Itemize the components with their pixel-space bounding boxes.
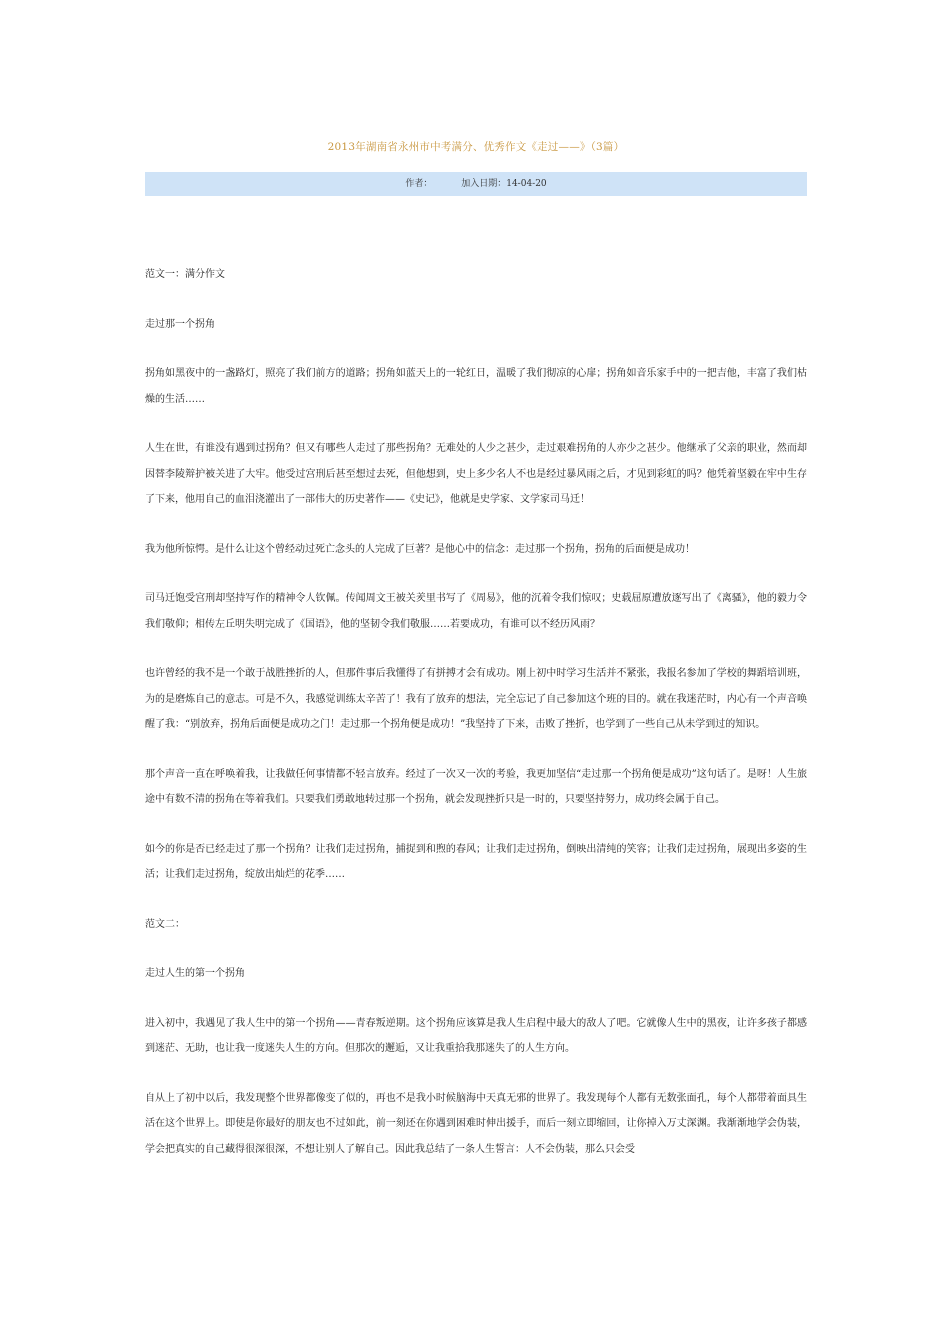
- paragraph: 也许曾经的我不是一个敢于战胜挫折的人，但那件事后我懂得了有拼搏才会有成功。刚上初中时学习生活并不紧张，我报名参加了学校的舞蹈培训班，为的是磨炼自己的意志。可是不久，我感觉训练太辛苦了！我有了放弃的想法，完全忘记了自己参加这个班的目的。就在我迷茫时，内心有一个声音唤醒了我：“别放弃，拐角后面便是成功之门！走过那一个拐角便是成功！”我坚持了下来，击败了挫折，也学到了一些自己从未学到过的知识。: [145, 668, 807, 730]
- article-meta-bar: [145, 172, 807, 196]
- section-heading-2: 范文二：: [145, 918, 185, 930]
- date-label: 加入日期：14-04-20: [461, 179, 547, 189]
- essay-title-1: 走过那一个拐角: [145, 318, 215, 330]
- paragraph: 我为他所惊愕。是什么让这个曾经动过死亡念头的人完成了巨著？是他心中的信念：走过那一个拐角，拐角的后面便是成功！: [145, 543, 695, 555]
- paragraph: 如今的你是否已经走过了那一个拐角？让我们走过拐角，捕捉到和煦的春风；让我们走过拐角，倒映出清纯的笑容；让我们走过拐角，展现出多姿的生活；让我们走过拐角，绽放出灿烂的花季……: [145, 843, 807, 880]
- paragraph: 那个声音一直在呼唤着我，让我做任何事情都不轻言放弃。经过了一次又一次的考验，我更加坚信“走过那一个拐角便是成功”这句话了。是呀！人生旅途中有数不清的拐角在等着我们。只要我们勇敢地转过那一个拐角，就会发现挫折只是一时的，只要坚持努力，成功终会属于自己。: [145, 768, 807, 805]
- paragraph: 司马迁饱受宫刑却坚持写作的精神令人钦佩。传闻周文王被关羑里书写了《周易》，他的沉着令我们惊叹；史载屈原遭放逐写出了《离骚》，他的毅力令我们敬仰；相传左丘明失明完成了《国语》，他的坚韧令我们敬服……若要成功，有谁可以不经历风雨？: [145, 593, 807, 630]
- article-title: 2013年湖南省永州市中考满分、优秀作文《走过——》（3篇）: [327, 141, 625, 153]
- paragraph: 人生在世，有谁没有遇到过拐角？但又有哪些人走过了那些拐角？无难处的人少之甚少，走过艰难拐角的人亦少之甚少。他继承了父亲的职业，然而却因替李陵辩护被关进了大牢。他受过宫刑后甚至想过去死，但他想到，史上多少名人不也是经过暴风雨之后，才见到彩虹的吗？他凭着坚毅在牢中生存了下来，他用自己的血泪浇灌出了一部伟大的历史著作——《史记》，他就是史学家、文学家司马迁！: [145, 443, 807, 505]
- essay-title-2: 走过人生的第一个拐角: [145, 968, 245, 979]
- author-label: 作者：: [405, 179, 433, 189]
- paragraph: 拐角如黑夜中的一盏路灯，照亮了我们前方的道路；拐角如蓝天上的一轮红日，温暖了我们彻凉的心扉；拐角如音乐家手中的一把吉他，丰富了我们枯燥的生活……: [145, 368, 807, 405]
- section-heading-1: 范文一：满分作文: [145, 269, 225, 280]
- article-body: [145, 262, 807, 1186]
- paragraph: 自从上了初中以后，我发现整个世界都像变了似的，再也不是我小时候脑海中天真无邪的世界了。我发现每个人都有无数张面孔，每个人都带着面具生活在这个世界上。即使是你最好的朋友也不过如此，前一刻还在你遇到困难时伸出援手，而后一刻立即缩回，让你掉入万丈深渊。我渐渐地学会伪装，学会把真实的自己藏得很深很深，不想让别人了解自己。因此我总结了一条人生誓言：人不会伪装，那么只会受: [145, 1092, 807, 1155]
- paragraph: 进入初中，我遇见了我人生中的第一个拐角——青春叛逆期。这个拐角应该算是我人生启程中最大的敌人了吧。它就像人生中的黑夜，让许多孩子都感到迷茫、无助，也让我一度迷失人生的方向。但那次的邂逅，又让我重拾我那迷失了的人生方向。: [145, 1017, 807, 1054]
